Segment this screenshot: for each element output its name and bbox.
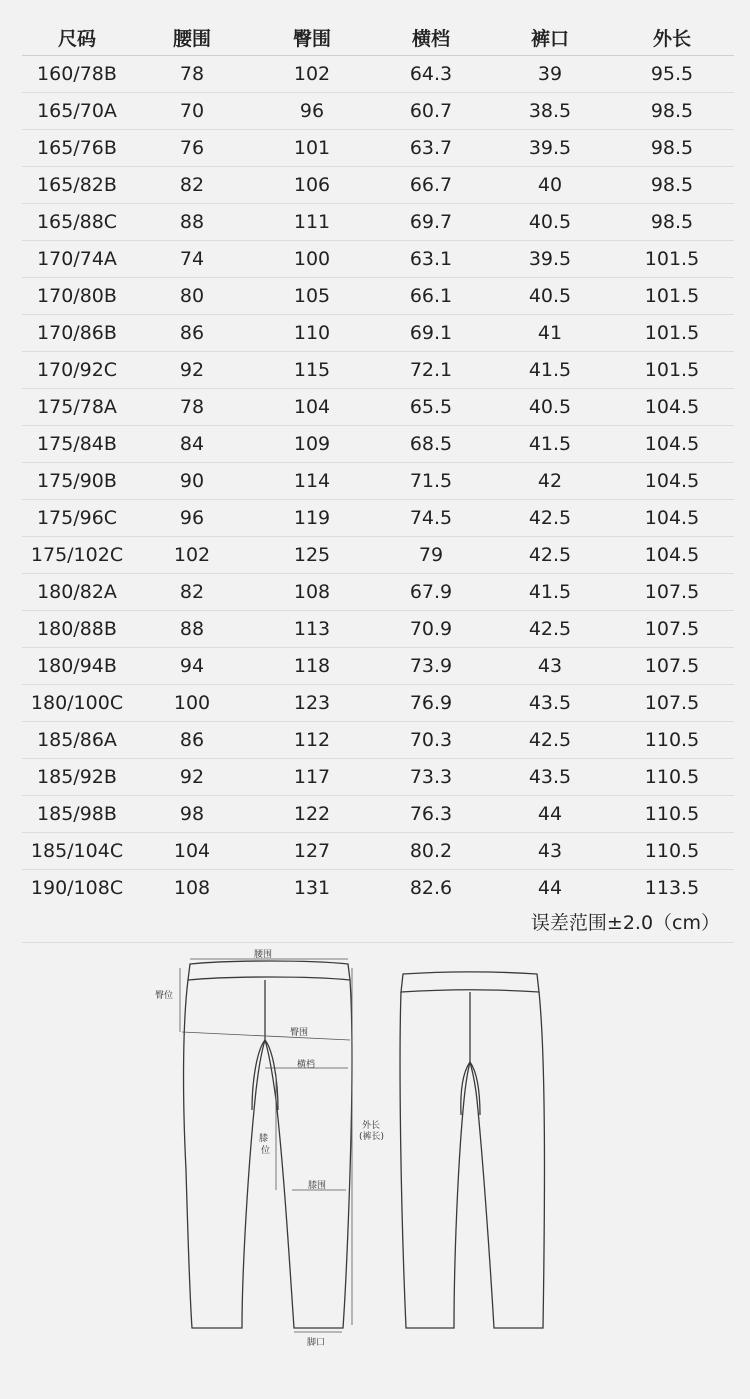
- table-cell: 104.5: [610, 500, 734, 537]
- table-cell: 66.7: [372, 167, 490, 204]
- table-cell: 185/86A: [22, 722, 132, 759]
- table-cell: 119: [252, 500, 372, 537]
- table-cell: 165/76B: [22, 130, 132, 167]
- front-pants-drawing: [184, 961, 545, 1328]
- table-cell: 66.1: [372, 278, 490, 315]
- table-cell: 70.9: [372, 611, 490, 648]
- table-cell: 63.7: [372, 130, 490, 167]
- table-cell: 160/78B: [22, 56, 132, 93]
- table-row: [22, 167, 734, 204]
- table-row: [22, 833, 734, 870]
- table-row: [22, 315, 734, 352]
- table-row: [22, 93, 734, 130]
- table-cell: 90: [132, 463, 252, 500]
- table-cell: 63.1: [372, 241, 490, 278]
- table-cell: 78: [132, 389, 252, 426]
- table-cell: 88: [132, 611, 252, 648]
- table-cell: 112: [252, 722, 372, 759]
- table-cell: 80: [132, 278, 252, 315]
- table-cell: 73.3: [372, 759, 490, 796]
- table-cell: 42.5: [490, 722, 610, 759]
- table-cell: 110.5: [610, 759, 734, 796]
- table-cell: 107.5: [610, 574, 734, 611]
- pants-measurement-diagram: [0, 940, 750, 1399]
- table-body: [22, 56, 734, 907]
- table-cell: 107.5: [610, 685, 734, 722]
- table-cell: 40: [490, 167, 610, 204]
- table-cell: 74: [132, 241, 252, 278]
- label-hip: 臀围: [290, 1028, 309, 1038]
- table-cell: 71.5: [372, 463, 490, 500]
- table-cell: 72.1: [372, 352, 490, 389]
- table-cell: 175/96C: [22, 500, 132, 537]
- table-cell: 64.3: [372, 56, 490, 93]
- table-cell: 118: [252, 648, 372, 685]
- table-cell: 111: [252, 204, 372, 241]
- table-row: [22, 759, 734, 796]
- table-cell: 41: [490, 315, 610, 352]
- table-cell: 110.5: [610, 722, 734, 759]
- table-cell: 185/98B: [22, 796, 132, 833]
- label-pants-length: (裤长): [359, 1132, 385, 1142]
- table-cell: 86: [132, 722, 252, 759]
- table-cell: 190/108C: [30, 877, 124, 899]
- table-cell: 131: [293, 877, 331, 899]
- table-cell: 70: [132, 93, 252, 130]
- table-cell: 165/88C: [22, 204, 132, 241]
- label-knee-position-2: 位: [261, 1146, 271, 1156]
- table-cell: 102: [132, 537, 252, 574]
- table-cell: 42.5: [490, 537, 610, 574]
- table-cell: 86: [132, 315, 252, 352]
- label-knee-position-1: 膝: [259, 1134, 269, 1144]
- table-cell: 98.5: [610, 93, 734, 130]
- table-cell: 70.3: [372, 722, 490, 759]
- table-cell: 76.3: [372, 796, 490, 833]
- table-cell: 175/84B: [22, 426, 132, 463]
- table-row: [22, 241, 734, 278]
- table-row: [22, 426, 734, 463]
- table-cell: 180/82A: [22, 574, 132, 611]
- table-header-row: [22, 19, 734, 56]
- label-knee: 膝围: [308, 1181, 327, 1191]
- table-cell: 98: [132, 796, 252, 833]
- table-cell: 170/80B: [22, 278, 132, 315]
- table-cell: 65.5: [372, 389, 490, 426]
- table-cell: 170/86B: [22, 315, 132, 352]
- table-cell: 101.5: [610, 352, 734, 389]
- table-cell: 42.5: [490, 611, 610, 648]
- table-cell: 38.5: [490, 93, 610, 130]
- table-cell: 42: [490, 463, 610, 500]
- table-cell: 185/104C: [22, 833, 132, 870]
- table-row: [22, 204, 734, 241]
- table-cell: 115: [252, 352, 372, 389]
- table-cell: 43.5: [490, 759, 610, 796]
- table-cell: 108: [252, 574, 372, 611]
- label-leg-opening: 脚口: [307, 1338, 326, 1348]
- table-cell: 108: [173, 877, 211, 899]
- label-outseam: 外长: [362, 1121, 381, 1131]
- table-cell: 69.1: [372, 315, 490, 352]
- size-table: [22, 19, 734, 906]
- table-cell: 125: [252, 537, 372, 574]
- table-cell: 180/100C: [22, 685, 132, 722]
- table-cell: 104.5: [610, 389, 734, 426]
- table-row: [22, 574, 734, 611]
- table-cell: 110.5: [610, 833, 734, 870]
- table-row: [22, 56, 734, 93]
- table-cell: 127: [252, 833, 372, 870]
- table-cell: 60.7: [372, 93, 490, 130]
- table-row: [22, 648, 734, 685]
- table-cell: 101.5: [610, 278, 734, 315]
- table-cell: 82.6: [409, 877, 453, 899]
- table-row: [22, 722, 734, 759]
- table-cell: 117: [252, 759, 372, 796]
- table-row: [22, 389, 734, 426]
- table-cell: 104: [252, 389, 372, 426]
- table-cell: 185/92B: [22, 759, 132, 796]
- table-cell: 175/90B: [22, 463, 132, 500]
- table-cell: 40.5: [490, 278, 610, 315]
- table-cell: 82: [132, 167, 252, 204]
- label-waist: 腰围: [254, 950, 273, 960]
- table-cell: 180/94B: [22, 648, 132, 685]
- table-row: [22, 870, 734, 907]
- header-hip: 臀围: [252, 19, 372, 56]
- table-cell: 73.9: [372, 648, 490, 685]
- table-cell: 42.5: [490, 500, 610, 537]
- table-row: [22, 352, 734, 389]
- table-cell: 104.5: [610, 463, 734, 500]
- table-cell: 101.5: [610, 241, 734, 278]
- table-cell: 165/70A: [22, 93, 132, 130]
- table-cell: 74.5: [372, 500, 490, 537]
- table-cell: 100: [252, 241, 372, 278]
- table-cell: 67.9: [372, 574, 490, 611]
- table-cell: 104: [132, 833, 252, 870]
- table-cell: 114: [252, 463, 372, 500]
- table-cell: 105: [252, 278, 372, 315]
- table-cell: 175/78A: [22, 389, 132, 426]
- table-cell: 101: [252, 130, 372, 167]
- table-cell: 41.5: [490, 574, 610, 611]
- table-cell: 76: [132, 130, 252, 167]
- table-cell: 43.5: [490, 685, 610, 722]
- table-cell: 40.5: [490, 389, 610, 426]
- table-cell: 180/88B: [22, 611, 132, 648]
- table-cell: 92: [132, 352, 252, 389]
- table-cell: 40.5: [490, 204, 610, 241]
- table-cell: 43: [490, 648, 610, 685]
- table-row: [22, 537, 734, 574]
- table-cell: 96: [132, 500, 252, 537]
- table-cell: 170/74A: [22, 241, 132, 278]
- table-row: [22, 611, 734, 648]
- table-cell: 107.5: [610, 648, 734, 685]
- table-cell: 100: [132, 685, 252, 722]
- table-cell: 101.5: [610, 315, 734, 352]
- table-cell: 107.5: [610, 611, 734, 648]
- tolerance-note: 误差范围±2.0（cm）: [530, 912, 720, 934]
- table-cell: 92: [132, 759, 252, 796]
- table-cell: 109: [252, 426, 372, 463]
- table-cell: 165/82B: [22, 167, 132, 204]
- table-cell: 104.5: [610, 537, 734, 574]
- label-crotch: 横档: [297, 1060, 316, 1070]
- table-cell: 79: [372, 537, 490, 574]
- table-cell: 95.5: [610, 56, 734, 93]
- table-cell: 78: [132, 56, 252, 93]
- table-row: [22, 796, 734, 833]
- table-row: [22, 685, 734, 722]
- table-cell: 80.2: [372, 833, 490, 870]
- table-row: [22, 130, 734, 167]
- table-cell: 98.5: [610, 167, 734, 204]
- table-cell: 82: [132, 574, 252, 611]
- table-cell: 98.5: [610, 204, 734, 241]
- header-outseam: 外长: [610, 19, 734, 56]
- table-cell: 69.7: [372, 204, 490, 241]
- label-hip-position: 臀位: [155, 991, 174, 1001]
- table-cell: 39.5: [490, 241, 610, 278]
- table-cell: 110.5: [610, 796, 734, 833]
- table-cell: 106: [252, 167, 372, 204]
- table-cell: 88: [132, 204, 252, 241]
- table-cell: 94: [132, 648, 252, 685]
- table-cell: 96: [252, 93, 372, 130]
- table-row: [22, 500, 734, 537]
- table-cell: 41.5: [490, 352, 610, 389]
- table-cell: 44: [490, 796, 610, 833]
- table-cell: 39: [490, 56, 610, 93]
- table-cell: 110: [252, 315, 372, 352]
- table-cell: 98.5: [610, 130, 734, 167]
- header-crotch: 横档: [372, 19, 490, 56]
- table-cell: 122: [252, 796, 372, 833]
- table-cell: 44: [537, 877, 563, 899]
- table-cell: 43: [490, 833, 610, 870]
- table-cell: 102: [252, 56, 372, 93]
- table-cell: 68.5: [372, 426, 490, 463]
- table-row: [22, 278, 734, 315]
- table-cell: 175/102C: [22, 537, 132, 574]
- table-cell: 84: [132, 426, 252, 463]
- header-waist: 腰围: [132, 19, 252, 56]
- table-row: [22, 463, 734, 500]
- header-size: 尺码: [22, 19, 132, 56]
- table-cell: 170/92C: [22, 352, 132, 389]
- table-cell: 113: [252, 611, 372, 648]
- table-cell: 104.5: [610, 426, 734, 463]
- header-leg-opening: 裤口: [490, 19, 610, 56]
- table-cell: 123: [252, 685, 372, 722]
- table-cell: 41.5: [490, 426, 610, 463]
- table-cell: 76.9: [372, 685, 490, 722]
- table-cell: 113.5: [644, 877, 700, 899]
- hip-line: [182, 1032, 350, 1040]
- table-cell: 39.5: [490, 130, 610, 167]
